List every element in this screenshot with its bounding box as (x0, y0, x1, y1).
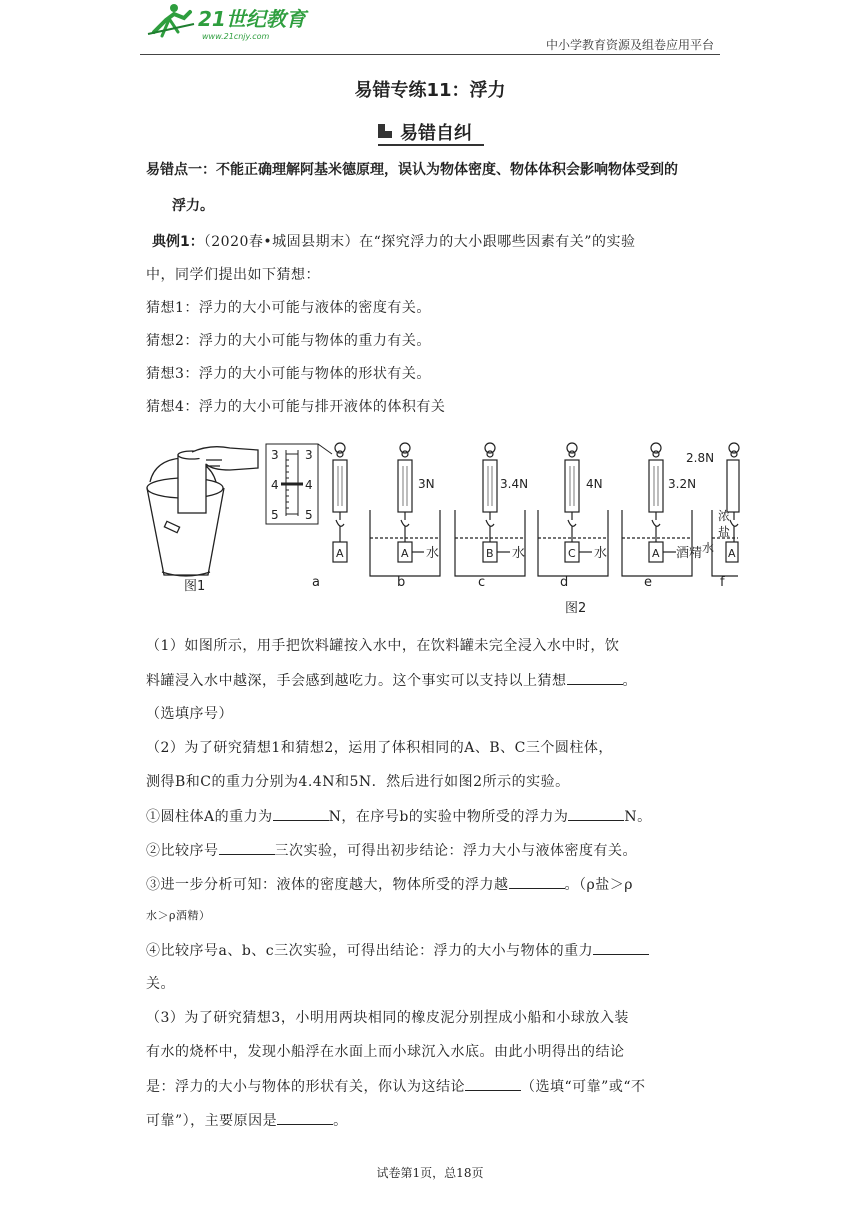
example-text: （2020春•城固县期末）在“探究浮力的大小跟哪些因素有关”的实验 (203, 234, 636, 250)
guess-1: 猜想1：浮力的大小可能与液体的密度有关。 (146, 300, 431, 316)
bucket-figure (147, 447, 258, 576)
fig2-caption: 图2 (565, 601, 587, 616)
sub-label-e: e (644, 575, 652, 590)
q3-line3-a: 是：浮力的大小与物体的形状有关，你认为这结论 (146, 1079, 465, 1095)
q2-sub1-a: ①圆柱体A的重力为 (146, 809, 273, 825)
q1-line2-text: 料罐浸入水中越深，手会感到越吃力。这个事实可以支持以上猜想 (146, 673, 567, 689)
reading-f: 2.8N (686, 451, 715, 465)
liquid-e: 酒精 (676, 546, 703, 561)
answer-blank-6[interactable] (593, 940, 649, 955)
runner-icon (148, 4, 194, 36)
q2-sub1-b: N，在序号b的实验中物所受的浮力为 (328, 809, 569, 825)
answer-blank-3[interactable] (568, 806, 624, 821)
guess-2: 猜想2：浮力的大小可能与物体的重力有关。 (146, 333, 431, 349)
sub-label-a: a (312, 575, 320, 590)
q3-line4-b: 。 (333, 1113, 348, 1129)
sub-label-c: c (478, 575, 486, 590)
reading-d: 4N (586, 477, 603, 491)
answer-blank-8[interactable] (277, 1110, 333, 1125)
scale-tick-right-4: 4 (305, 478, 313, 492)
section-underline (378, 144, 484, 146)
sub-label-b: b (397, 575, 406, 590)
q2-line2: 测得B和C的重力分别为4.4N和5N．然后进行如图2所示的实验。 (146, 774, 570, 790)
q2-line1: （2）为了研究猜想1和猜想2，运用了体积相同的A、B、C三个圆柱体， (146, 740, 613, 756)
spring-scale-a (333, 443, 347, 562)
example-label: 典例1： (152, 234, 204, 250)
reading-c: 3.4N (500, 477, 529, 491)
header-divider (140, 54, 720, 55)
q3-line2: 有水的烧杯中，发现小船浮在水面上而小球沉入水底。由此小明得出的结论 (146, 1044, 625, 1060)
scale-tick-left-4: 4 (271, 478, 279, 492)
block-a-label: A (336, 547, 344, 560)
answer-blank-7[interactable] (465, 1076, 521, 1091)
scale-tick-right-3: 3 (305, 448, 313, 462)
q2-sub1 (146, 806, 652, 827)
logo-url: www.21cnjy.com (202, 32, 270, 41)
page-footer: 试卷第1页，总18页 (376, 1166, 484, 1180)
answer-blank-2[interactable] (273, 806, 329, 821)
scale-pointer-line (318, 444, 332, 454)
logo-text: 21世纪教育 (198, 7, 306, 31)
q2-sub4-cont: 关。 (146, 976, 175, 992)
q2-sub1-c: N。 (624, 809, 652, 825)
q1-line1: （1）如图所示，用手把饮料罐按入水中，在饮料罐未完全浸入水中时，饮 (146, 638, 620, 654)
section-square-icon (378, 124, 392, 138)
q2-sub3-cont: 水＞ρ酒精） (146, 909, 211, 922)
scale-tick-right-5: 5 (305, 508, 313, 522)
block-c-label: B (486, 547, 494, 560)
example-line1 (152, 232, 635, 252)
q3-line4-a: 可靠”），主要原因是 (146, 1113, 278, 1129)
q2-sub3-b: 。（ρ盐＞ρ (564, 877, 633, 893)
answer-blank-4[interactable] (219, 840, 275, 855)
q3-line3-b: （选填“可靠”或“不 (521, 1079, 646, 1095)
experiment-figure (140, 440, 740, 625)
scale-tick-left-3: 3 (271, 448, 279, 462)
example-line2: 中，同学们提出如下猜想： (146, 267, 320, 283)
q1-line2-end: 。 (622, 673, 637, 689)
q2-sub2-b: 三次实验，可得出初步结论：浮力大小与液体密度有关。 (274, 843, 637, 859)
q3-line3 (146, 1076, 645, 1097)
q1-line2 (146, 670, 637, 691)
reading-b: 3N (418, 477, 435, 491)
q2-sub3-a: ③进一步分析可知：液体的密度越大，物体所受的浮力越 (146, 877, 509, 893)
q3-line1: （3）为了研究猜想3，小明用两块相同的橡皮泥分别捏成小船和小球放入装 (146, 1010, 629, 1026)
figure-drawing (140, 440, 740, 625)
section-label: 易错自纠 (400, 123, 472, 144)
block-d-label: C (568, 547, 576, 560)
block-e-label: A (652, 547, 660, 560)
error-point-line1: 易错点一：不能正确理解阿基米德原理，误认为物体密度、物体体积会影响物体受到的 (146, 162, 678, 178)
answer-blank-1[interactable] (567, 670, 623, 685)
liquid-b: 水 (426, 546, 440, 561)
q1-line3: （选填序号） (146, 706, 233, 722)
error-point-line2: 浮力。 (172, 198, 214, 214)
block-b-label: A (401, 547, 409, 560)
fig1-caption: 图1 (184, 579, 206, 594)
sub-label-d: d (560, 575, 569, 590)
q2-sub2-a: ②比较序号 (146, 843, 219, 859)
q2-sub3 (146, 874, 633, 895)
brine-char-3: 水 (702, 541, 715, 555)
reading-e: 3.2N (668, 477, 697, 491)
q3-line4 (146, 1110, 348, 1131)
answer-blank-5[interactable] (509, 874, 565, 889)
logo (144, 2, 314, 42)
sub-label-f: f (720, 575, 725, 590)
q2-sub2 (146, 840, 637, 861)
block-f-label: A (728, 547, 736, 560)
q2-sub4 (146, 940, 649, 961)
liquid-c: 水 (512, 546, 526, 561)
guess-4: 猜想4：浮力的大小可能与排开液体的体积有关 (146, 399, 446, 415)
q2-sub4-a: ④比较序号a、b、c三次实验，可得出结论：浮力的大小与物体的重力 (146, 943, 594, 959)
scale-tick-left-5: 5 (271, 508, 279, 522)
brine-char-1: 浓 (718, 509, 731, 523)
platform-name: 中小学教育资源及组卷应用平台 (545, 38, 714, 52)
liquid-d: 水 (594, 546, 608, 561)
brine-char-2: 盐 (718, 525, 731, 539)
guess-3: 猜想3：浮力的大小可能与物体的形状有关。 (146, 366, 431, 382)
page-header (140, 0, 720, 56)
page-title: 易错专练11：浮力 (354, 80, 506, 101)
